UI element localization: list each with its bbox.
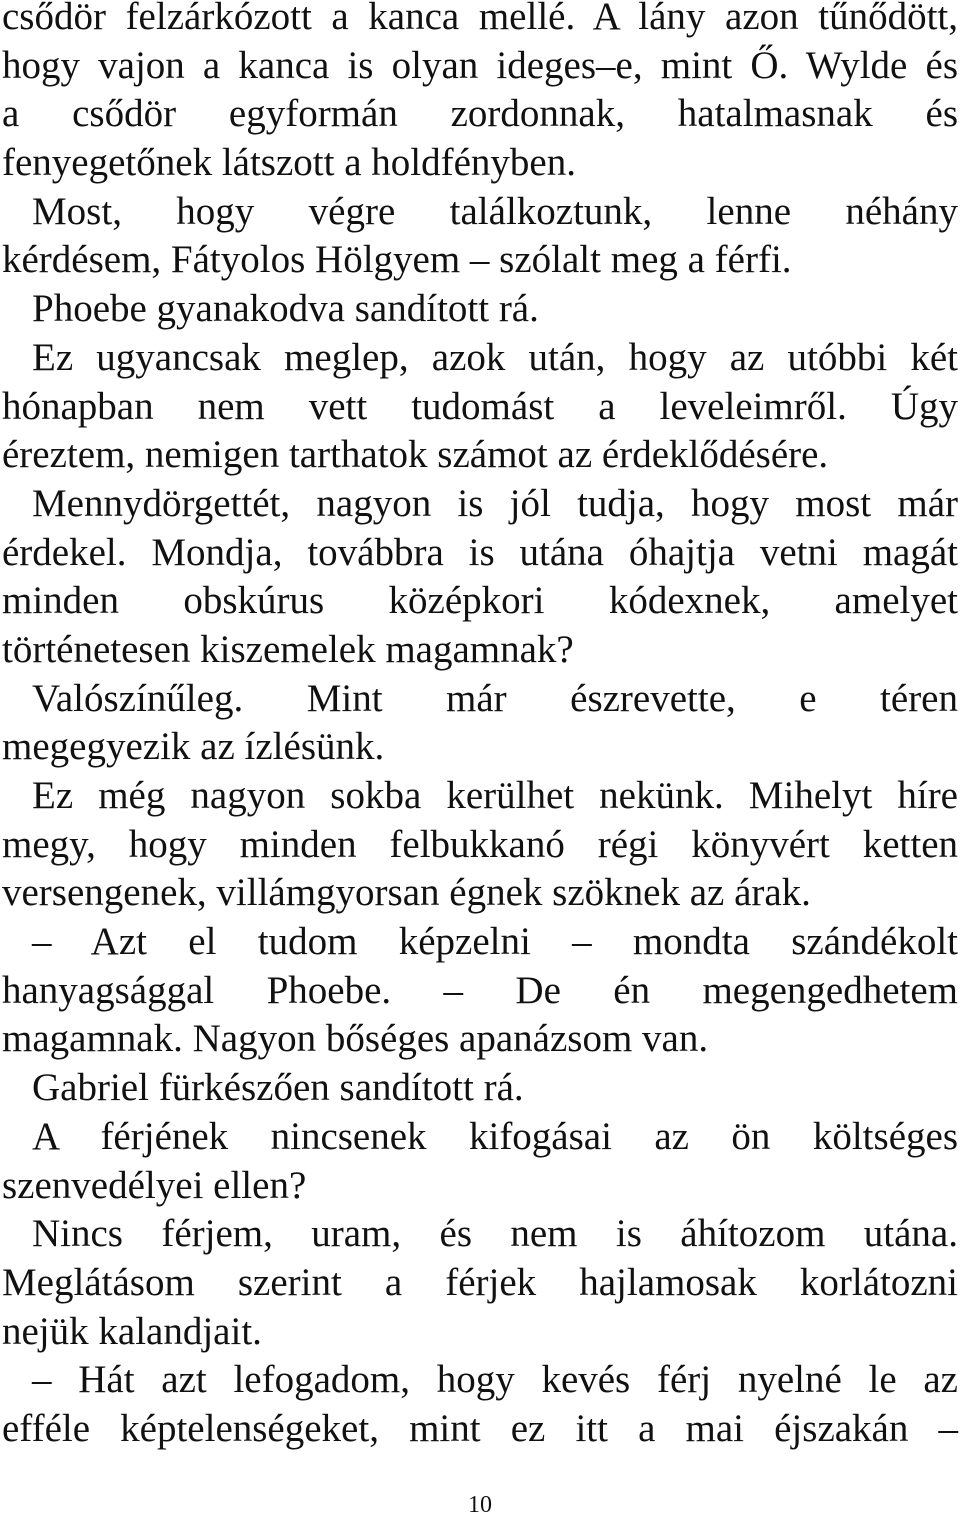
- text-line: Phoebe gyanakodva sandított rá.: [32, 287, 539, 331]
- text-line: Mennydörgettét, nagyon is jól tudja, hogy most már: [32, 481, 958, 525]
- text-line: – Azt el tudom képzelni – mondta szándékolt: [32, 920, 958, 964]
- text-line: Most, hogy végre találkoztunk, lenne néhány: [32, 189, 958, 233]
- text-line: hónapban nem vett tudomást a leveleimről. Úgy: [2, 384, 958, 428]
- text-line: éreztem, nemigen tarthatok számot az érdeklődésére.: [2, 433, 829, 477]
- text-line: a csődör egyformán zordonnak, hatalmasnak és: [2, 92, 958, 136]
- text-line: nejük kalandjait.: [2, 1309, 262, 1353]
- text-line: megy, hogy minden felbukkanó régi könyvért ketten: [2, 822, 958, 866]
- text-line: csődör felzárkózott a kanca mellé. A lány azon tűnődött,: [2, 0, 958, 38]
- text-line: – Hát azt lefogadom, hogy kevés férj nyelné le az: [32, 1358, 958, 1402]
- text-line: kérdésem, Fátyolos Hölgyem – szólalt meg a férfi.: [2, 238, 792, 282]
- text-line: szenvedélyei ellen?: [2, 1163, 307, 1207]
- text-line: Nincs férjem, uram, és nem is áhítozom utána.: [32, 1212, 958, 1256]
- text-line: Ez ugyancsak meglep, azok után, hogy az utóbbi két: [32, 335, 958, 379]
- text-line: fenyegetőnek látszott a holdfényben.: [2, 141, 576, 185]
- text-line: versengenek, villámgyorsan égnek szöknek az árak.: [2, 871, 811, 915]
- page-number: 10: [468, 1492, 492, 1518]
- body-text: [2, 0, 958, 1454]
- text-line: Gabriel fürkészően sandított rá.: [32, 1066, 524, 1110]
- text-line: érdekel. Mondja, továbbra is utána óhajtja vetni magát: [2, 530, 958, 574]
- text-line: megegyezik az ízlésünk.: [2, 725, 385, 769]
- text-line: Valószínűleg. Mint már észrevette, e téren: [32, 676, 958, 720]
- text-line: Ez még nagyon sokba kerülhet nekünk. Mihelyt híre: [32, 774, 958, 817]
- text-line: történetesen kiszemelek magamnak?: [2, 627, 574, 671]
- text-line: magamnak. Nagyon bőséges apanázsom van.: [2, 1017, 709, 1061]
- text-line: A férjének nincsenek kifogásai az ön költséges: [32, 1114, 958, 1158]
- text-line: hogy vajon a kanca is olyan ideges–e, mint Ő. Wylde és: [2, 43, 958, 87]
- text-line: efféle képtelenségeket, mint ez itt a mai éjszakán –: [2, 1406, 958, 1450]
- text-line: Meglátásom szerint a férjek hajlamosak korlátozni: [2, 1260, 958, 1304]
- text-line: minden obskúrus középkori kódexnek, amelyet: [2, 579, 958, 623]
- text-line: hanyagsággal Phoebe. – De én megengedhetem: [2, 968, 958, 1012]
